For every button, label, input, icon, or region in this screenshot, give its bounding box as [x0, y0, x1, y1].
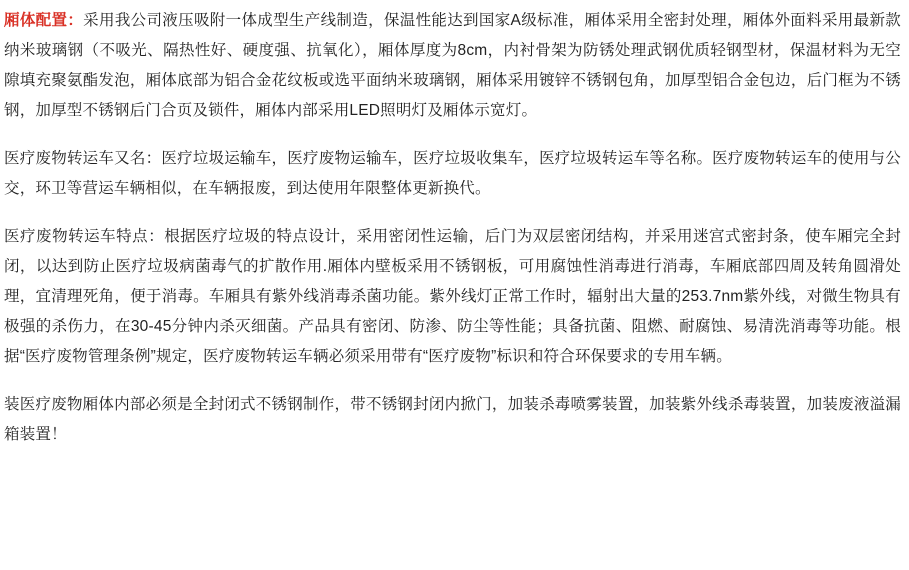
paragraph-text-cabinet-config: 采用我公司液压吸附一体成型生产线制造，保温性能达到国家A级标准，厢体采用全密封处理，厢体外面料采用最新款纳米玻璃钢（不吸光、隔热性好、硬度强、抗氧化），厢体厚度为8cm，内衬骨架为防锈处理武钢优质轻钢型材，保温材料为无空隙填充聚氨酯发泡，厢体底部为铝合金花纹板或选平面纳米玻璃钢，厢体采用镀锌不锈钢包角，加厚型铝合金包边，后门框为不锈钢，加厚型不锈钢后门合页及锁件，厢体内部采用LED照明灯及厢体示宽灯。 — [4, 12, 901, 119]
paragraph-interior — [4, 390, 901, 450]
paragraph-features — [4, 222, 901, 372]
paragraph-text-alias: 医疗废物转运车又名：医疗垃圾运输车，医疗废物运输车，医疗垃圾收集车，医疗垃圾转运车等名称。医疗废物转运车的使用与公交，环卫等营运车辆相似，在车辆报废，到达使用年限整体更新换代。 — [4, 150, 901, 197]
paragraph-cabinet-config — [4, 6, 901, 126]
paragraph-alias — [4, 144, 901, 204]
paragraph-text-features: 医疗废物转运车特点：根据医疗垃圾的特点设计，采用密闭性运输，后门为双层密闭结构，并采用迷宫式密封条，使车厢完全封闭，以达到防止医疗垃圾病菌毒气的扩散作用.厢体内壁板采用不锈钢板，可用腐蚀性消毒进行消毒，车厢底部四周及转角圆滑处理，宜清理死角，便于消毒。车厢具有紫外线消毒杀菌功能。紫外线灯正常工作时，辐射出大量的253.7nm紫外线，对微生物具有极强的杀伤力，在30-45分钟内杀灭细菌。产品具有密闭、防渗、防尘等性能；具备抗菌、阻燃、耐腐蚀、易清洗消毒等功能。根据“医疗废物管理条例”规定，医疗废物转运车辆必须采用带有“医疗废物”标识和符合环保要求的专用车辆。 — [4, 228, 901, 365]
paragraph-text-interior: 装医疗废物厢体内部必须是全封闭式不锈钢制作，带不锈钢封闭内掀门，加装杀毒喷雾装置，加装紫外线杀毒装置，加装废液溢漏箱装置！ — [4, 396, 901, 443]
paragraph-label-cabinet-config: 厢体配置： — [4, 12, 84, 29]
